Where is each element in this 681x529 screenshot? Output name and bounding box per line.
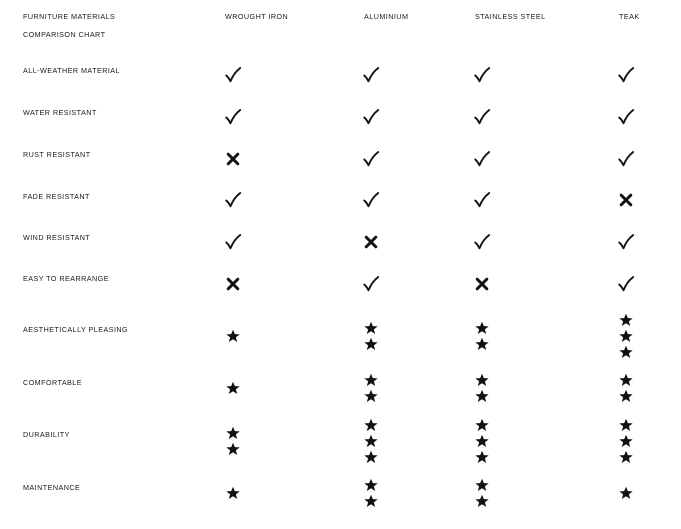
rating-aluminium [351,417,391,465]
cell-aluminium [351,150,391,168]
check-icon [473,191,491,209]
rating-teak [606,312,646,360]
star-icon [619,450,633,464]
check-icon [224,66,242,84]
cell-stainless-steel [462,233,502,251]
cell-wrought-iron [213,66,253,84]
rating-stainless-steel [462,372,502,404]
cell-teak [606,150,646,168]
rating-stainless-steel [462,320,502,352]
cross-icon [474,276,490,292]
star-icon [364,478,378,492]
star-icon [364,450,378,464]
column-header-stainless-steel: STAINLESS STEEL [475,12,546,21]
cell-aluminium [351,234,391,250]
check-icon [473,108,491,126]
cell-teak [606,192,646,208]
check-icon [224,233,242,251]
row-label-comfortable: COMFORTABLE [23,378,82,387]
check-icon [362,66,380,84]
cross-icon [225,276,241,292]
star-icon [364,389,378,403]
rating-teak [606,485,646,501]
star-icon [475,373,489,387]
check-icon [224,108,242,126]
cell-wrought-iron [213,233,253,251]
cell-wrought-iron [213,151,253,167]
row-label-maintenance: MAINTENANCE [23,483,81,492]
column-header-aluminium: ALUMINIUM [364,12,409,21]
star-icon [226,426,240,440]
star-icon [226,442,240,456]
check-icon [473,150,491,168]
check-icon [617,66,635,84]
cell-teak [606,66,646,84]
star-icon [364,337,378,351]
cell-stainless-steel [462,276,502,292]
rating-aluminium [351,372,391,404]
check-icon [362,150,380,168]
cell-stainless-steel [462,150,502,168]
star-icon [364,373,378,387]
star-icon [475,418,489,432]
cell-teak [606,108,646,126]
row-label-aesthetically-pleasing: AESTHETICALLY PLEASING [23,325,129,334]
cell-stainless-steel [462,108,502,126]
column-header-wrought-iron: WROUGHT IRON [225,12,289,21]
cell-teak [606,275,646,293]
cell-aluminium [351,191,391,209]
row-label-all-weather-material: ALL-WEATHER MATERIAL [23,66,120,75]
star-icon [619,345,633,359]
cell-wrought-iron [213,108,253,126]
cell-aluminium [351,108,391,126]
cross-icon [225,151,241,167]
star-icon [619,329,633,343]
check-icon [362,275,380,293]
row-label-wind-resistant: WIND RESISTANT [23,233,91,242]
star-icon [475,434,489,448]
check-icon [617,150,635,168]
cell-wrought-iron [213,191,253,209]
star-icon [619,389,633,403]
check-icon [473,233,491,251]
star-icon [619,418,633,432]
row-label-water-resistant: WATER RESISTANT [23,108,97,117]
star-icon [364,321,378,335]
cell-teak [606,233,646,251]
star-icon [475,478,489,492]
check-icon [362,108,380,126]
star-icon [619,373,633,387]
star-icon [364,494,378,508]
row-label-easy-to-rearrange: EASY TO REARRANGE [23,274,109,283]
star-icon [364,434,378,448]
rating-teak [606,372,646,404]
star-icon [226,329,240,343]
cell-wrought-iron [213,276,253,292]
rating-wrought-iron [213,485,253,501]
rating-wrought-iron [213,380,253,396]
row-label-rust-resistant: RUST RESISTANT [23,150,91,159]
cell-aluminium [351,66,391,84]
row-label-durability: DURABILITY [23,430,70,439]
cell-aluminium [351,275,391,293]
cross-icon [363,234,379,250]
rating-teak [606,417,646,465]
star-icon [226,381,240,395]
star-icon [475,321,489,335]
star-icon [364,418,378,432]
star-icon [226,486,240,500]
check-icon [362,191,380,209]
rating-wrought-iron [213,328,253,344]
column-header-teak: TEAK [619,12,640,21]
star-icon [619,434,633,448]
rating-stainless-steel [462,417,502,465]
star-icon [619,486,633,500]
rating-aluminium [351,477,391,509]
star-icon [475,337,489,351]
cross-icon [618,192,634,208]
check-icon [473,66,491,84]
chart-title-line-2: COMPARISON CHART [23,30,106,39]
star-icon [475,494,489,508]
cell-stainless-steel [462,191,502,209]
rating-stainless-steel [462,477,502,509]
star-icon [475,389,489,403]
cell-stainless-steel [462,66,502,84]
check-icon [617,233,635,251]
check-icon [224,191,242,209]
rating-aluminium [351,320,391,352]
chart-title-line-1: FURNITURE MATERIALS [23,12,116,21]
rating-wrought-iron [213,425,253,457]
check-icon [617,108,635,126]
row-label-fade-resistant: FADE RESISTANT [23,192,90,201]
check-icon [617,275,635,293]
star-icon [619,313,633,327]
star-icon [475,450,489,464]
